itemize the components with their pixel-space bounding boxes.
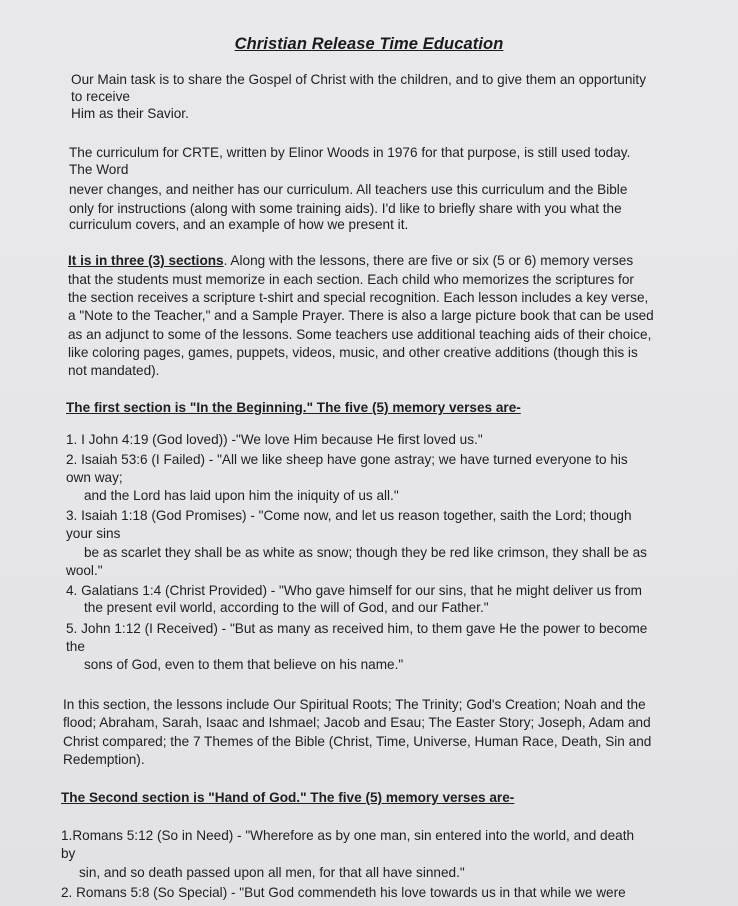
verse-line: and the Lord has laid upon him the iniquity of us all." bbox=[84, 488, 399, 503]
verse-line: wool." bbox=[66, 563, 103, 578]
verse-line: 5. John 1:12 (I Received) - "But as many as received him, to them gave He the power to become bbox=[66, 621, 648, 636]
lessons-line: Christ compared; the 7 Themes of the Bible (Christ, Time, Universe, Human Race, Death, Sin and bbox=[63, 734, 652, 749]
document-title: Christian Release Time Education bbox=[234, 35, 504, 53]
verse-line: your sins bbox=[66, 526, 121, 541]
verse-line: own way; bbox=[66, 470, 123, 485]
verse-line: 3. Isaiah 1:18 (God Promises) - "Come now, and let us reason together, saith the Lord; though bbox=[66, 508, 632, 523]
intro-line: to receive bbox=[71, 89, 130, 104]
verse-line: sons of God, even to them that believe on his name." bbox=[84, 657, 404, 672]
sections-line: as an adjunct to some of the lessons. Some teachers use additional teaching aids of their choice, bbox=[68, 327, 652, 342]
verse-line: be as scarlet they shall be as white as snow; though they be red like crimson, they shall be as bbox=[84, 545, 647, 560]
sections-line bbox=[68, 252, 633, 270]
intro-line: Him as their Savior. bbox=[71, 106, 189, 121]
sections-line: not mandated). bbox=[68, 363, 160, 378]
sections-line: a "Note to the Teacher," and a Sample Prayer. There is also a large picture book that can be used bbox=[68, 308, 654, 323]
lessons-line: Redemption). bbox=[63, 752, 145, 767]
sections-line-rest: . Along with the lessons, there are five or six (5 or 6) memory verses bbox=[223, 253, 634, 268]
verse-line: 1. I John 4:19 (God loved)) -"We love Him because He first loved us." bbox=[66, 432, 483, 447]
sections-line: the section receives a scripture t-shirt and special recognition. Each lesson includes a key verse, bbox=[68, 290, 649, 305]
verse-line: 2. Romans 5:8 (So Special) - "But God commendeth his love towards us in that while we were bbox=[61, 885, 626, 900]
verse-line: 1.Romans 5:12 (So in Need) - "Wherefore as by one man, sin entered into the world, and death bbox=[61, 828, 635, 843]
verse-line: the bbox=[66, 639, 85, 654]
curriculum-line: curriculum covers, and an example of how we present it. bbox=[69, 217, 409, 232]
sections-heading: It is in three (3) sections bbox=[68, 253, 224, 268]
second-section-heading: The Second section is "Hand of God." The five (5) memory verses are- bbox=[61, 790, 515, 805]
curriculum-line: The curriculum for CRTE, written by Elinor Woods in 1976 for that purpose, is still used today. bbox=[69, 145, 631, 160]
intro-line: Our Main task is to share the Gospel of Christ with the children, and to give them an opportunity bbox=[71, 72, 647, 87]
curriculum-line: only for instructions (along with some training aids). I'd like to briefly share with you what the bbox=[69, 201, 622, 216]
first-section-heading: The first section is "In the Beginning." The five (5) memory verses are- bbox=[66, 400, 521, 415]
verse-line: 2. Isaiah 53:6 (I Failed) - "All we like sheep have gone astray; we have turned everyone to his bbox=[66, 452, 628, 467]
sections-line: that the students must memorize in each section. Each child who memorizes the scriptures for bbox=[68, 272, 634, 287]
verse-line: the present evil world, according to the will of God, and our Father." bbox=[84, 600, 489, 615]
verse-line: by bbox=[61, 846, 76, 861]
verse-line: sin, and so death passed upon all men, for that all have sinned." bbox=[79, 865, 465, 880]
sections-line: like coloring pages, games, puppets, videos, music, and other creative additions (though this is bbox=[68, 345, 638, 360]
curriculum-line: never changes, and neither has our curriculum. All teachers use this curriculum and the Bible bbox=[69, 182, 628, 197]
lessons-line: In this section, the lessons include Our Spiritual Roots; The Trinity; God's Creation; Noah and the bbox=[63, 697, 646, 712]
verse-line: 4. Galatians 1:4 (Christ Provided) - "Who gave himself for our sins, that he might deliver us from bbox=[66, 583, 642, 598]
lessons-line: flood; Abraham, Sarah, Isaac and Ishmael; Jacob and Esau; The Easter Story; Joseph, Adam and bbox=[63, 715, 651, 730]
curriculum-line: The Word bbox=[69, 162, 129, 177]
